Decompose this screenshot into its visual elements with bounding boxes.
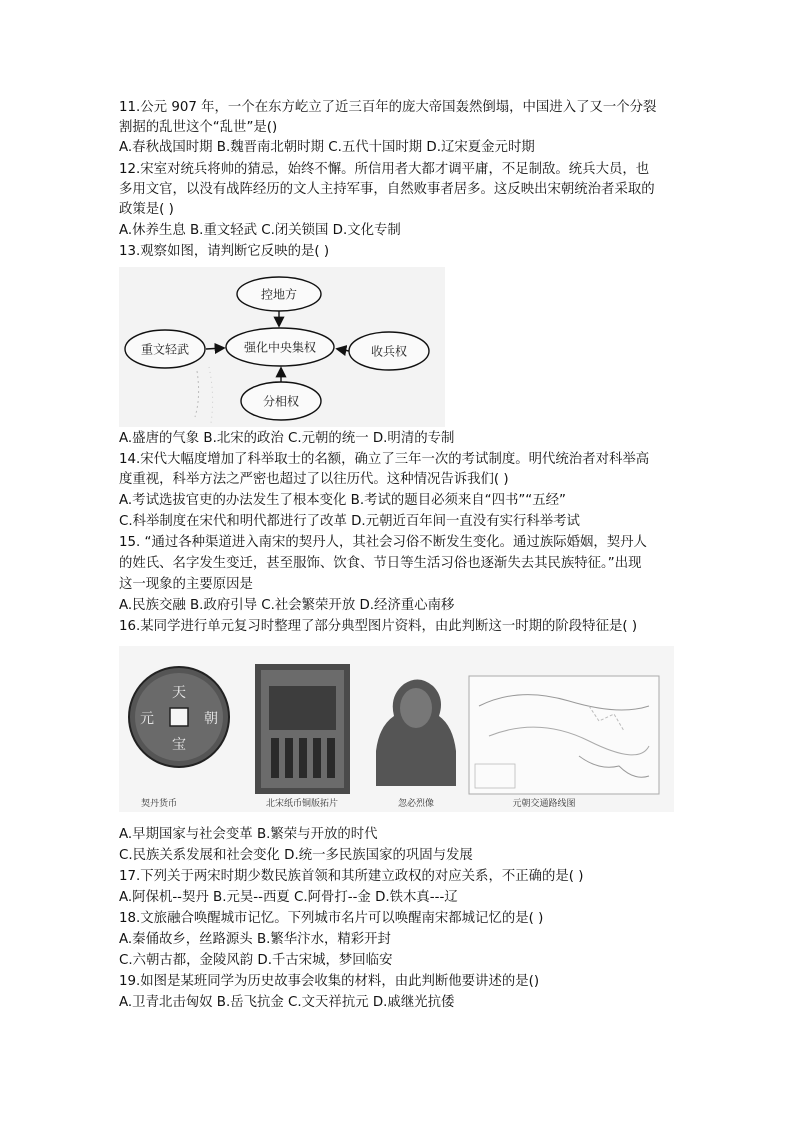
q12-stem-line2: 多用文官，以没有战阵经历的文人主持军事，自然败事者居多。这反映出宋朝统治者采取的 xyxy=(119,182,655,197)
q15-stem-line2: 的姓氏、名字发生变迁，甚至服饰、饮食、节日等生活习俗也逐渐失去其民族特征。”出现 xyxy=(119,556,642,571)
diagram-node-center: 强化中央集权 xyxy=(243,340,317,355)
diagram-node-right: 收兵权 xyxy=(370,344,408,359)
q17-stem: 17.下列关于两宋时期少数民族首领和其所建立政权的对应关系，不正确的是( ) xyxy=(119,869,584,884)
caption-kublai-portrait: 忽必烈像 xyxy=(397,799,435,809)
q19-stem: 19.如图是某班同学为历史故事会收集的材料，由此判断他要讲述的是() xyxy=(119,974,540,989)
coin-char-left: 元 xyxy=(140,711,154,727)
caption-yuan-route-map: 元朝交通路线图 xyxy=(512,799,576,809)
q14-options-cd: C.科举制度在宋代和明代都进行了改革 D.元朝近百年间一直没有实行科举考试 xyxy=(119,514,580,529)
centralization-diagram xyxy=(119,267,445,427)
diagram-node-bottom: 分相权 xyxy=(262,394,300,409)
q12-stem-line1: 12.宋室对统兵将帅的猜忌，始终不懈。所信用者大都才调平庸，不足制敌。统兵大员，也 xyxy=(119,162,650,177)
q15-stem-line1: 15. “通过各种渠道进入南宋的契丹人，其社会习俗不断发生变化。通过族际婚姻，契丹人 xyxy=(119,535,647,550)
q14-stem-line1: 14.宋代大幅度增加了科举取士的名额，确立了三年一次的考试制度。明代统治者对科举高 xyxy=(119,452,650,467)
caption-khitan-coin: 契丹货币 xyxy=(140,799,178,809)
coin-char-top: 天 xyxy=(172,685,186,701)
q18-options-cd: C.六朝古都，金陵风韵 D.千古宋城，梦回临安 xyxy=(119,953,393,968)
q18-options-ab: A.秦俑故乡，丝路源头 B.繁华汴水，精彩开封 xyxy=(119,932,391,947)
q16-options-cd: C.民族关系发展和社会变化 D.统一多民族国家的巩固与发展 xyxy=(119,848,473,863)
q17-options: A.阿保机--契丹 B.元昊--西夏 C.阿骨打--金 D.铁木真---辽 xyxy=(119,890,458,905)
q12-options: A.休养生息 B.重文轻武 C.闭关锁国 D.文化专制 xyxy=(119,223,401,238)
q16-options-ab: A.早期国家与社会变革 B.繁荣与开放的时代 xyxy=(119,827,378,842)
q19-options: A.卫青北击匈奴 B.岳飞抗金 C.文天祥抗元 D.戚继光抗倭 xyxy=(119,995,455,1010)
diagram-node-top: 控地方 xyxy=(260,287,298,302)
q13-options: A.盛唐的气象 B.北宋的政治 C.元朝的统一 D.明清的专制 xyxy=(119,431,455,446)
q14-stem-line2: 度重视，科举方法之严密也超过了以往历代。这种情况告诉我们( ) xyxy=(119,472,509,487)
q16-image-strip xyxy=(119,646,674,812)
q11-stem-line1: 11.公元 907 年，一个在东方屹立了近三百年的庞大帝国轰然倒塌，中国进入了又一个分裂 xyxy=(119,100,657,115)
diagram-node-left: 重文轻武 xyxy=(140,342,190,357)
coin-char-right: 朝 xyxy=(204,711,218,727)
q13-stem: 13.观察如图，请判断它反映的是( ) xyxy=(119,244,330,259)
coin-char-bottom: 宝 xyxy=(172,737,186,753)
q12-stem-line3: 政策是( ) xyxy=(119,202,174,217)
q11-stem-line2: 割据的乱世这个“乱世”是() xyxy=(119,120,278,135)
q16-stem: 16.某同学进行单元复习时整理了部分典型图片资料，由此判断这一时期的阶段特征是( ) xyxy=(119,619,638,634)
q11-options: A.春秋战国时期 B.魏晋南北朝时期 C.五代十国时期 D.辽宋夏金元时期 xyxy=(119,140,535,155)
caption-song-paper-money: 北宋纸币铜版拓片 xyxy=(265,799,339,809)
q18-stem: 18.文旅融合唤醒城市记忆。下列城市名片可以唤醒南宋都城记忆的是( ) xyxy=(119,911,544,926)
q15-stem-line3: 这一现象的主要原因是 xyxy=(119,577,253,592)
q15-options: A.民族交融 B.政府引导 C.社会繁荣开放 D.经济重心南移 xyxy=(119,598,455,613)
photo-strip-art xyxy=(119,646,674,812)
q14-options-ab: A.考试选拔官吏的办法发生了根本变化 B.考试的题目必须来自“四书”“五经” xyxy=(119,493,566,508)
